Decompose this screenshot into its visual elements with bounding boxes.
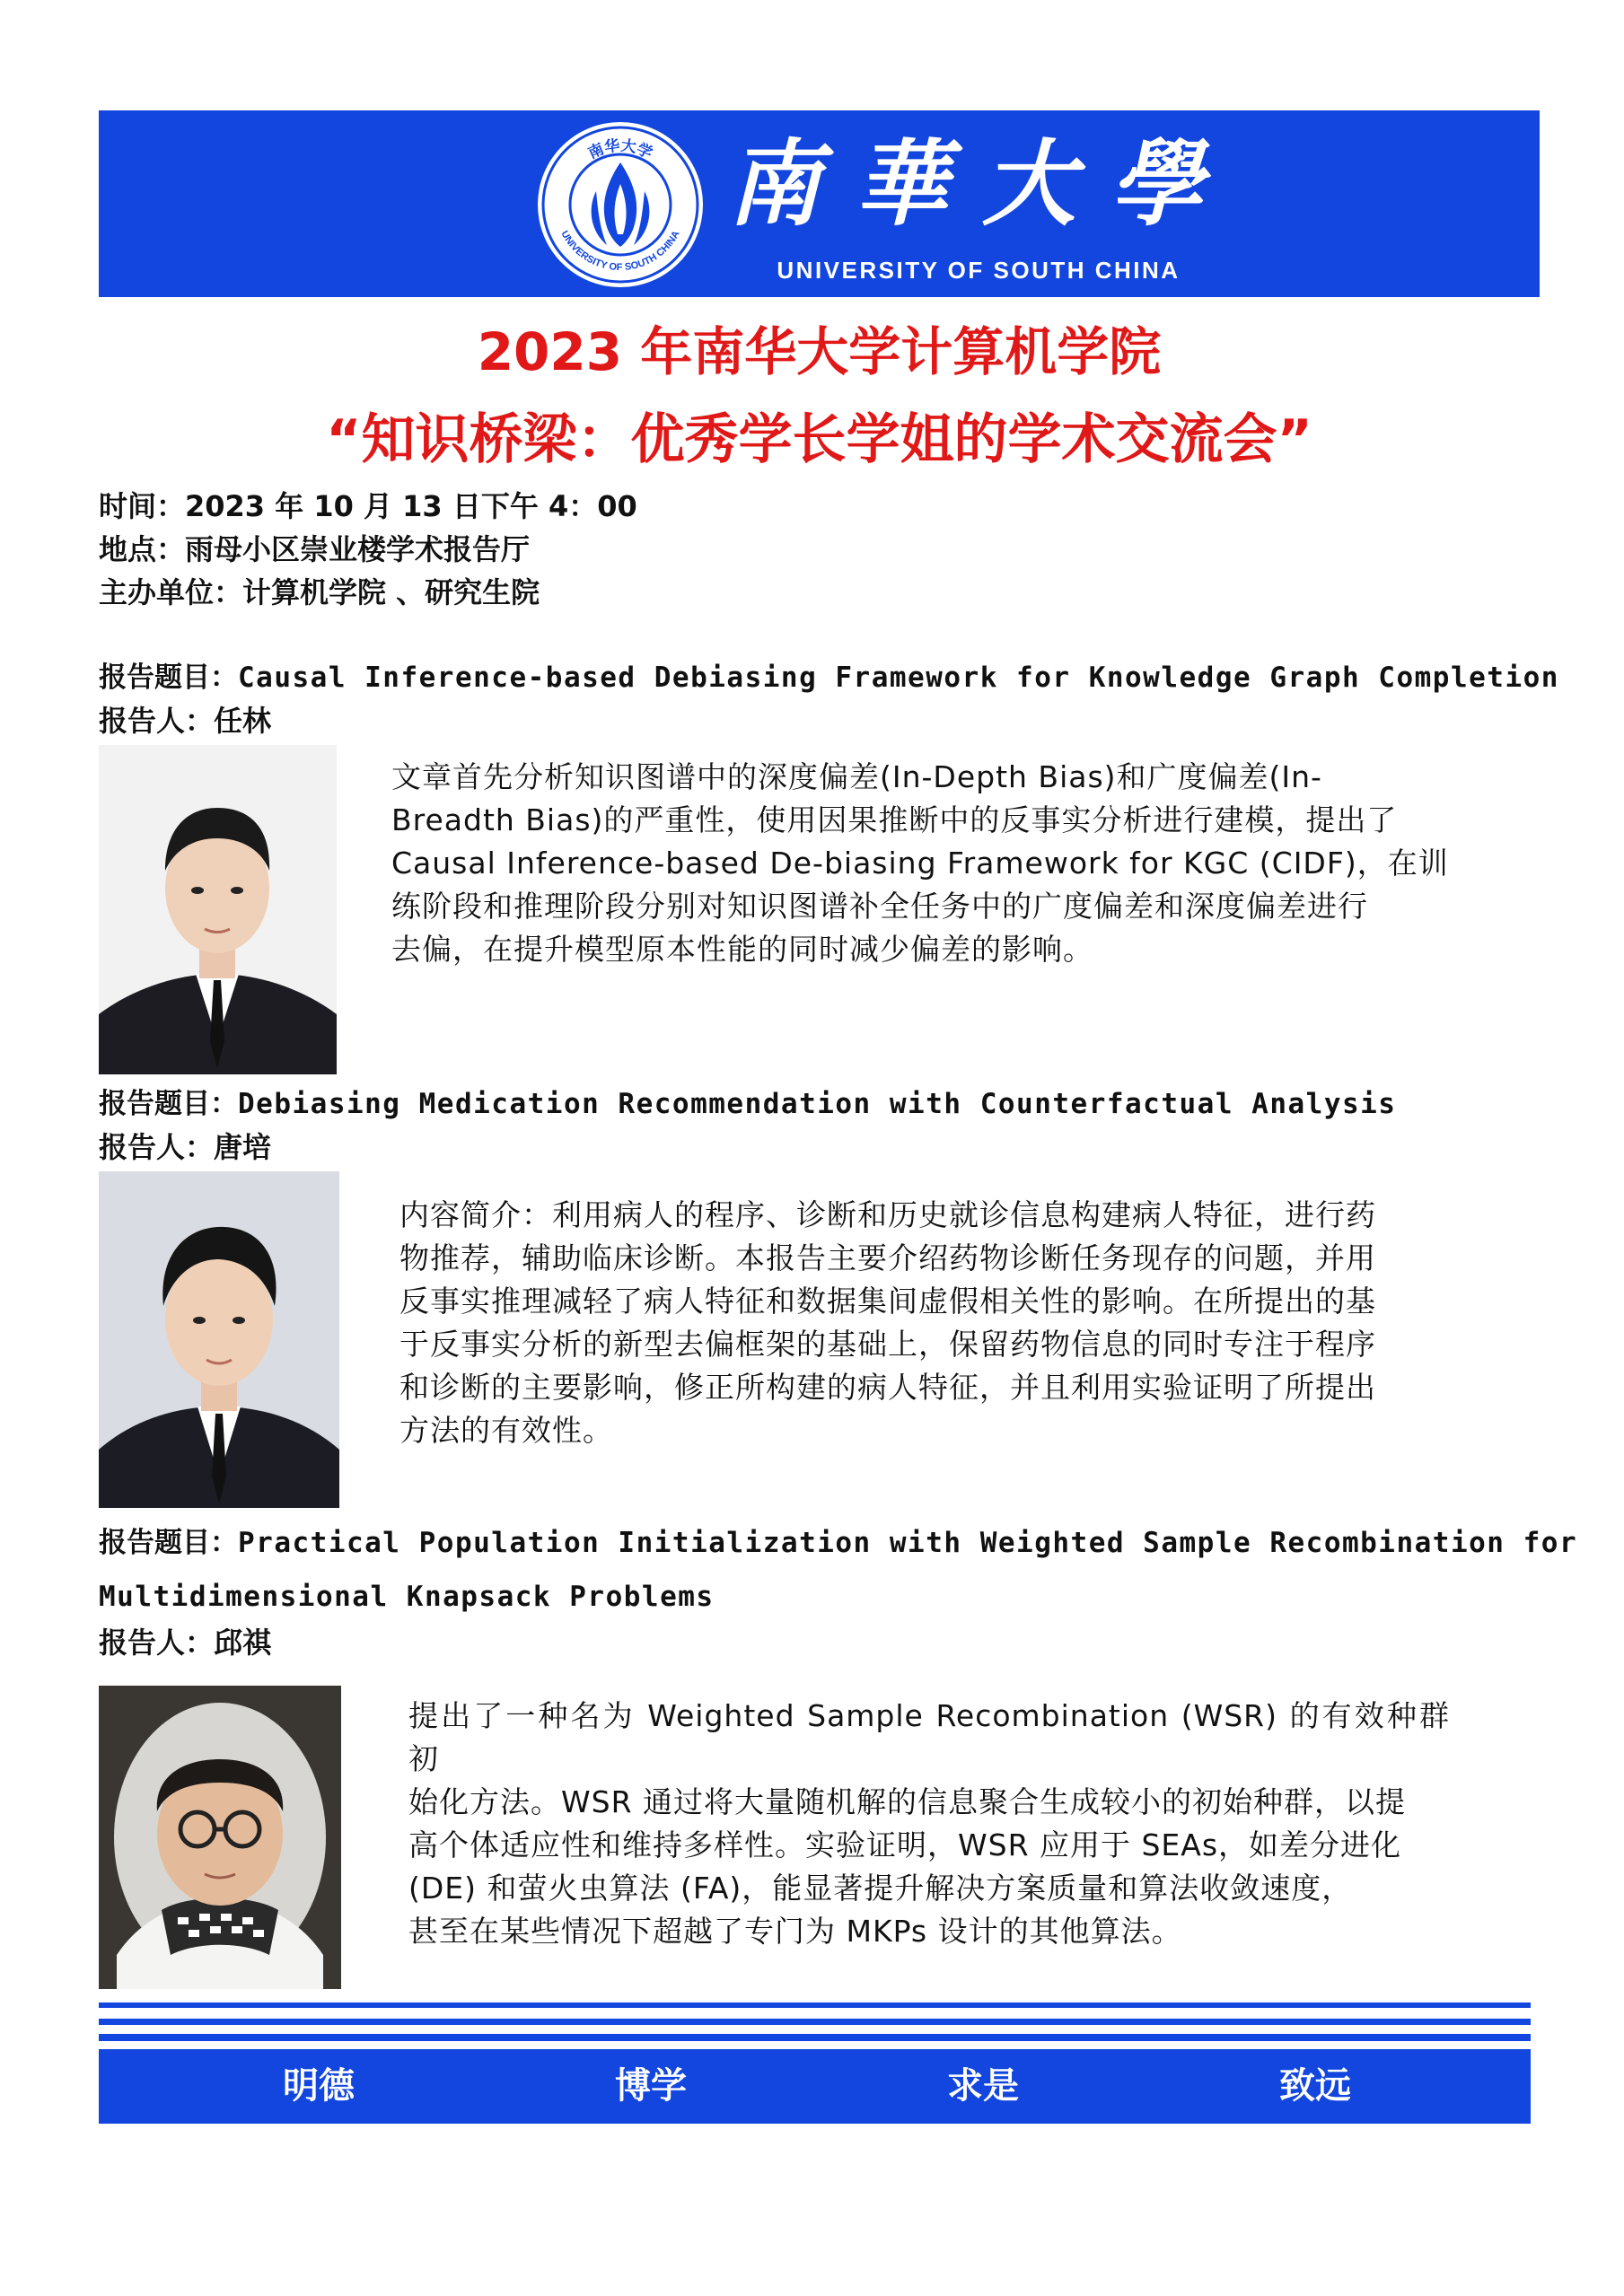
event-organizer: 主办单位：计算机学院 、研究生院 <box>99 575 540 609</box>
abstract-line: 始化方法。WSR 通过将大量随机解的信息聚合生成较小的初始种群，以提 <box>408 1784 1406 1819</box>
talk-title <box>99 1523 1577 1563</box>
event-title-line2: “知识桥梁：优秀学长学姐的学术交流会” <box>326 408 1312 471</box>
footer-stripe <box>99 2019 1531 2025</box>
event-title-line1: 2023 年南华大学计算机学院 <box>477 321 1162 382</box>
abstract-line: 文章首先分析知识图谱中的深度偏差(In-Depth Bias)和广度偏差(In- <box>391 759 1322 794</box>
abstract-line: 甚至在某些情况下超越了专门为 MKPs 设计的其他算法。 <box>408 1914 1182 1949</box>
speaker-photo <box>99 1686 341 1989</box>
motto-item: 明德 <box>283 2065 355 2107</box>
talk-speaker: 报告人：邱祺 <box>99 1626 272 1660</box>
speaker-photo <box>99 745 337 1074</box>
talk-title-label: 报告题目： <box>99 1527 238 1559</box>
abstract-line: 内容简介：利用病人的程序、诊断和历史就诊信息构建病人特征，进行药 <box>399 1197 1376 1232</box>
motto-item: 博学 <box>615 2065 687 2107</box>
talk-speaker: 报告人：任林 <box>99 704 272 738</box>
university-name-en: UNIVERSITY OF SOUTH CHINA <box>777 257 1181 284</box>
event-time: 时间：2023 年 10 月 13 日下午 4：00 <box>99 489 637 523</box>
abstract-line: 练阶段和推理阶段分别对知识图谱补全任务中的广度偏差和深度偏差进行 <box>391 889 1368 924</box>
abstract-line: 高个体适应性和维持多样性。实验证明，WSR 应用于 SEAs，如差分进化 <box>408 1827 1402 1862</box>
university-name-cn: 南華大學 <box>727 128 1238 239</box>
talk-title-text: Debiasing Medication Recommendation with Counterfactual Analysis <box>238 1088 1397 1120</box>
abstract-line: 提出了一种名为 Weighted Sample Recombination (WSR) 的有效种群初 <box>408 1698 1450 1776</box>
motto-item: 致远 <box>1279 2065 1351 2107</box>
abstract-line: 方法的有效性。 <box>399 1413 613 1448</box>
header-banner <box>99 110 1540 297</box>
footer-motto-bar <box>99 2049 1531 2124</box>
talk-title <box>99 1084 1396 1124</box>
abstract-line: 反事实推理减轻了病人特征和数据集间虚假相关性的影响。在所提出的基 <box>399 1284 1376 1319</box>
seal-top-text: 南华大学 <box>585 136 655 163</box>
abstract-line: Breadth Bias)的严重性，使用因果推断中的反事实分析进行建模，提出了 <box>391 802 1398 837</box>
speaker-photo <box>99 1171 339 1508</box>
talk-title-label: 报告题目： <box>99 662 238 694</box>
event-place: 地点：雨母小区崇业楼学术报告厅 <box>99 532 531 566</box>
talk-title-text: Causal Inference-based Debiasing Framework for Knowledge Graph Completion <box>238 662 1559 694</box>
abstract-line: 去偏，在提升模型原本性能的同时减少偏差的影响。 <box>391 932 1093 967</box>
talk-title <box>99 658 1559 697</box>
seal-bottom-text: UNIVERSITY OF SOUTH CHINA <box>558 229 682 274</box>
university-seal-logo <box>535 119 706 290</box>
talk-title-text: Practical Population Initialization with Weighted Sample Recombination for <box>238 1527 1578 1559</box>
footer-stripe <box>99 2002 1531 2008</box>
abstract-line: 物推荐，辅助临床诊断。本报告主要介绍药物诊断任务现存的问题，并用 <box>399 1240 1376 1275</box>
motto-item: 求是 <box>947 2065 1019 2107</box>
abstract-line: 和诊断的主要影响，修正所构建的病人特征，并且利用实验证明了所提出 <box>399 1370 1376 1405</box>
talk-title-label: 报告题目： <box>99 1088 238 1120</box>
abstract-line: 于反事实分析的新型去偏框架的基础上，保留药物信息的同时专注于程序 <box>399 1327 1376 1362</box>
talk-title-continued <box>99 1577 715 1617</box>
abstract-line: (DE) 和萤火虫算法 (FA)，能显著提升解决方案质量和算法收敛速度， <box>408 1871 1353 1906</box>
talk-title-text: Multidimensional Knapsack Problems <box>99 1581 715 1613</box>
talk-speaker: 报告人：唐培 <box>99 1130 272 1164</box>
talk-abstract <box>399 1194 1450 1452</box>
footer-stripe <box>99 2034 1531 2041</box>
talk-abstract <box>391 756 1451 971</box>
talk-abstract <box>408 1695 1450 1953</box>
abstract-line: Causal Inference-based De-biasing Framework for KGC (CIDF)，在训 <box>391 846 1449 881</box>
